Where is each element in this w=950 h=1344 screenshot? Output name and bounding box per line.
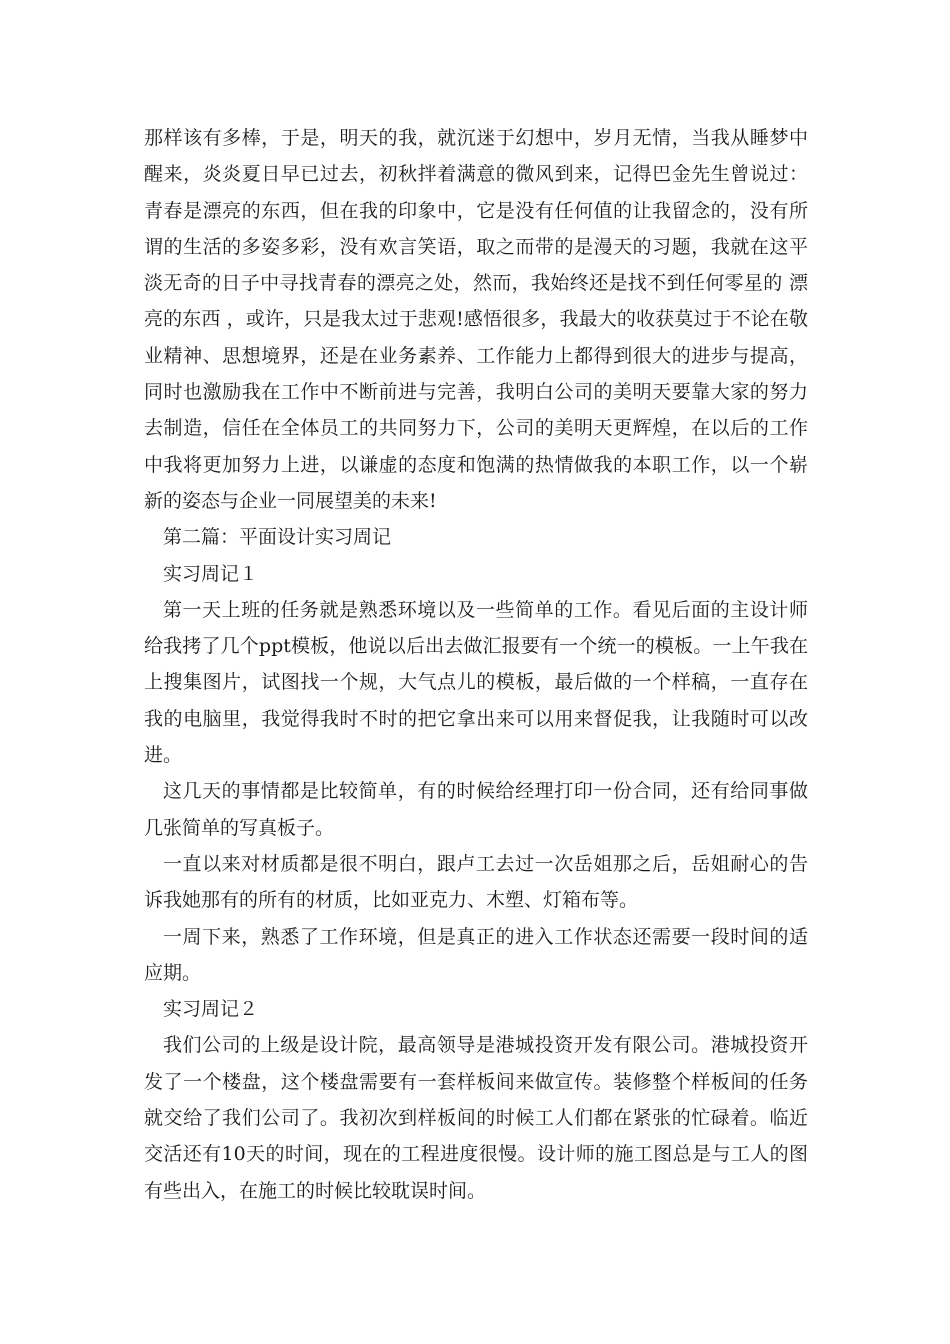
section-heading-part-two: 第二篇：平面设计实习周记: [163, 526, 392, 549]
paragraph-first-day: 第一天上班的任务就是熟悉环境以及一些简单的工作。看见后面的主设计师给我拷了几个ppt模板，他说以后出去做汇报要有一个统一的模板。一上午我在上搜集图片，试图找一个规，大气点儿的模板，最后做的一个样稿，一直存在我的电脑里，我觉得我时不时的把它拿出来可以用来督促我，让我随时可以改进。: [144, 598, 808, 767]
paragraph-continuation: 那样该有多棒，于是，明天的我，就沉迷于幻想中，岁月无情，当我从睡梦中醒来，炎炎夏日早已过去，初秋拌着满意的微风到来，记得巴金先生曾说过：青春是漂亮的东西，但在我的印象中，它是没有任何值的让我留念的，没有所谓的生活的多姿多彩，没有欢言笑语，取之而带的是漫天的习题，我就在这平淡无奇的日子中寻找青春的漂亮之处，然而，我始终还是找不到任何零星的 漂亮的东西 ，或许，只是我太过于悲观!感悟很多，我最大的收获莫过于不论在敬业精神、思想境界，还是在业务素养、工作能力上都得到很大的进步与提高，同时也激励我在工作中不断前进与完善，我明白公司的美明天要靠大家的努力去制造，信任在全体员工的共同努力下，公司的美明天更辉煌，在以后的工作中我将更加努力上进，以谦虚的态度和饱满的热情做我的本职工作，以一个崭新的姿态与企业一同展望美的未来!: [144, 127, 808, 512]
subheading-week-1: 实习周记１: [163, 562, 259, 585]
paragraph-one-week: 一周下来，熟悉了工作环境，但是真正的进入工作状态还需要一段时间的适应期。: [144, 925, 808, 984]
paragraph-these-days: 这几天的事情都是比较简单，有的时候给经理打印一份合同，还有给同事做几张简单的写真板子。: [144, 780, 808, 839]
subheading-week-2: 实习周记２: [163, 998, 259, 1021]
document-body: [144, 120, 808, 1209]
paragraph-company: 我们公司的上级是设计院，最高领导是港城投资开发有限公司。港城投资开发了一个楼盘，这个楼盘需要有一套样板间来做宣传。装修整个样板间的任务就交给了我们公司了。我初次到样板间的时候工人们都在紧张的忙碌着。临近交活还有10天的时间，现在的工程进度很慢。设计师的施工图总是与工人的图有些出入，在施工的时候比较耽误时间。: [144, 1034, 808, 1202]
paragraph-materials: 一直以来对材质都是很不明白，跟卢工去过一次岳姐那之后，岳姐耐心的告诉我她那有的所有的材质，比如亚克力、木塑、灯箱布等。: [144, 852, 808, 912]
